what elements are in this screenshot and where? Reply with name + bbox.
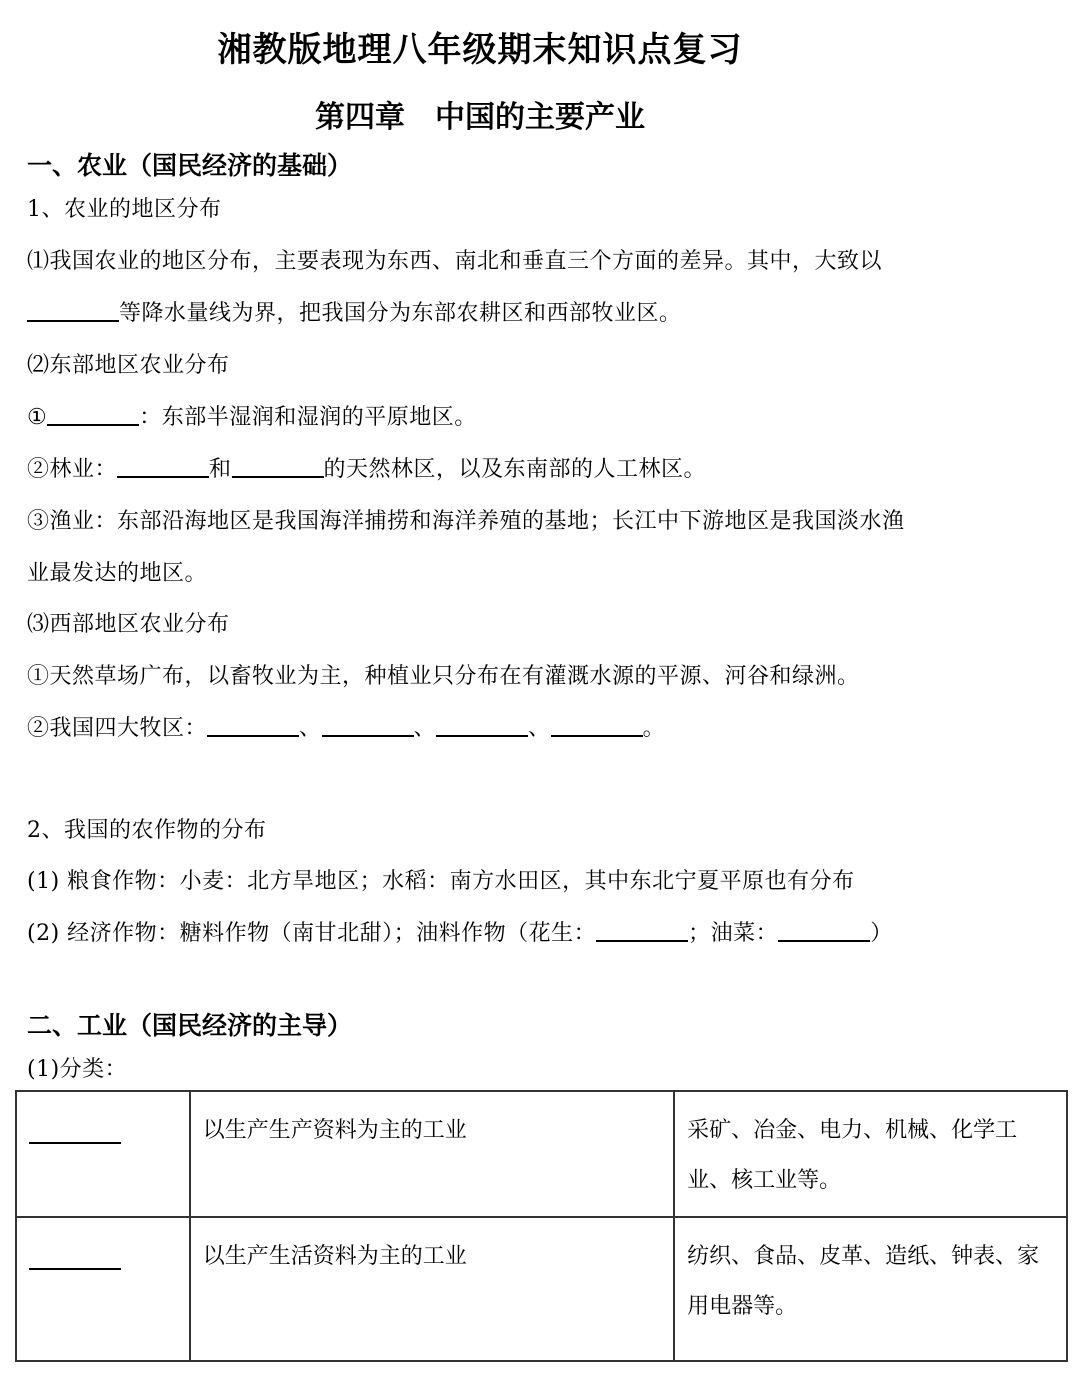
east-region-title: ⑵东部地区农业分布 (27, 353, 230, 378)
paragraph-distribution-line2: 等降水量线为界，把我国分为东部农耕区和西部牧业区。 (27, 296, 682, 327)
paragraph-distribution-line1: ⑴我国农业的地区分布，主要表现为东西、南北和垂直三个方面的差异。其中，大致以 (27, 249, 883, 274)
table-cell-description: 以生产生活资料为主的工业 (190, 1217, 674, 1361)
table-cell-category (16, 1217, 190, 1361)
table-cell-category (16, 1091, 190, 1217)
section-heading-industry: 二、工业（国民经济的主导） (27, 1011, 353, 1040)
east-item-fishery-line2: 业最发达的地区。 (27, 561, 208, 586)
subsection-title-crops: 2、我国的农作物的分布 (27, 818, 267, 843)
table-cell-examples: 采矿、冶金、电力、机械、化学工业、核工业等。 (674, 1091, 1067, 1217)
east-item-forestry: ②林业： 和 的天然林区，以及东南部的人工林区。 (27, 457, 707, 482)
west-region-title: ⑶西部地区农业分布 (27, 612, 230, 637)
table-cell-examples: 纺织、食品、皮革、造纸、钟表、家用电器等。 (674, 1217, 1067, 1361)
crop-grain: (1) 粮食作物：小麦：北方旱地区；水稻：南方水田区，其中东北宁夏平原也有分布 (27, 869, 855, 894)
table-row (16, 1217, 1067, 1361)
fill-blank[interactable] (27, 300, 119, 322)
fill-blank[interactable] (322, 715, 414, 737)
fill-blank[interactable] (207, 715, 299, 737)
fill-blank[interactable] (232, 456, 324, 478)
table-row (16, 1091, 1067, 1217)
fill-blank[interactable] (596, 920, 688, 942)
west-item-grassland: ①天然草场广布，以畜牧业为主，种植业只分布在有灌溉水源的平源、河谷和绿洲。 (27, 664, 860, 689)
fill-blank[interactable] (778, 920, 870, 942)
fill-blank[interactable] (117, 456, 209, 478)
section-heading-agriculture: 一、农业（国民经济的基础） (27, 151, 353, 180)
table-cell-description: 以生产生产资料为主的工业 (190, 1091, 674, 1217)
fill-blank[interactable] (29, 1234, 121, 1270)
east-item-farming: ① ：东部半湿润和湿润的平原地区。 (27, 405, 477, 430)
document-title: 湘教版地理八年级期末知识点复习 (217, 30, 743, 70)
subsection-title-distribution: 1、农业的地区分布 (27, 197, 222, 222)
classification-label: (1)分类： (27, 1057, 128, 1082)
fill-blank[interactable] (436, 715, 528, 737)
crop-cash: (2) 经济作物：糖料作物（南甘北甜）；油料作物（花生： ；油菜： ） (27, 921, 893, 946)
chapter-title: 第四章 中国的主要产业 (315, 100, 645, 135)
fill-blank[interactable] (29, 1108, 121, 1144)
fill-blank[interactable] (47, 404, 139, 426)
fill-blank[interactable] (551, 715, 643, 737)
west-item-pastoral-areas: ②我国四大牧区： 、 、 、 。 (27, 716, 666, 741)
east-item-fishery-line1: ③渔业：东部沿海地区是我国海洋捕捞和海洋养殖的基地；长江中下游地区是我国淡水渔 (27, 509, 905, 534)
industry-classification-table (15, 1090, 1068, 1362)
